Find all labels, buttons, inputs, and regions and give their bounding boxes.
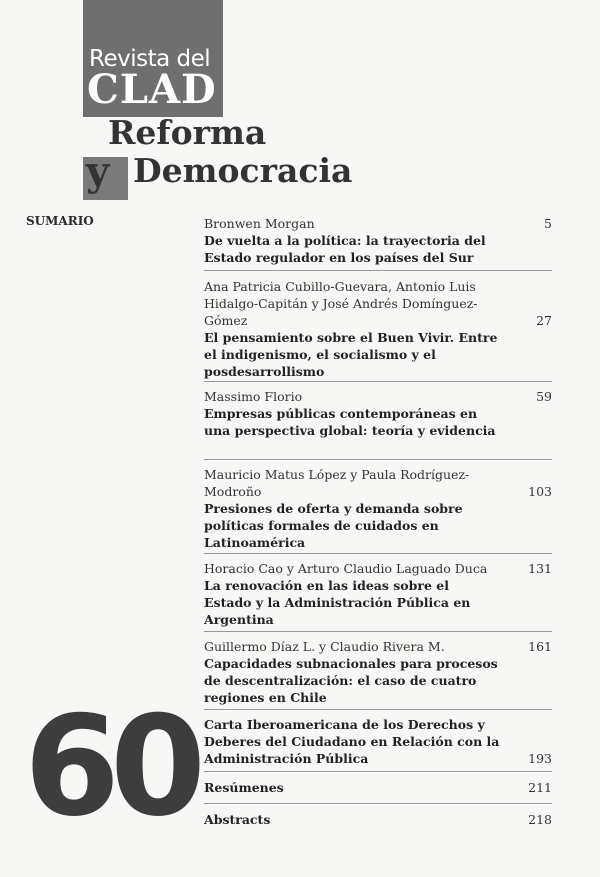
masthead-line1: Revista del (89, 46, 211, 72)
journal-title-democracia: Democracia (133, 151, 353, 190)
toc-entry (204, 466, 552, 551)
entry-title: Resúmenes (204, 780, 284, 795)
entry-author: Guillermo Díaz L. y Claudio Rivera M. (204, 639, 445, 654)
divider (204, 631, 552, 632)
entry-title: De vuelta a la política: la trayectoria del Estado regulador en los países del Sur (204, 233, 486, 265)
entry-author: Mauricio Matus López y Paula Rodríguez-Modroño (204, 467, 470, 499)
entry-title: Abstracts (204, 812, 271, 827)
divider (204, 709, 552, 710)
entry-title: Capacidades subnacionales para procesos de descentralización: el caso de cuatro regiones en Chile (204, 656, 498, 705)
entry-author: Horacio Cao y Arturo Claudio Laguado Duca (204, 561, 488, 576)
page-number: 27 (536, 313, 552, 328)
page-number: 131 (528, 561, 552, 576)
page-number: 5 (544, 216, 552, 231)
entry-title: El pensamiento sobre el Buen Vivir. Entre el indigenismo, el socialismo y el posdesarrollismo (204, 330, 498, 379)
page-number: 103 (528, 484, 552, 499)
entry-title: Presiones de oferta y demanda sobre políticas formales de cuidados en Latinoamérica (204, 501, 463, 550)
entry-author: Massimo Florio (204, 389, 303, 404)
divider (204, 381, 552, 382)
page-number: 193 (528, 751, 552, 766)
divider (204, 553, 552, 554)
entry-author: Bronwen Morgan (204, 216, 315, 231)
toc-entry (204, 215, 552, 266)
toc-entry (204, 278, 552, 380)
issue-number: 60 (24, 686, 197, 847)
divider (204, 270, 552, 271)
page-number: 161 (528, 639, 552, 654)
toc-entry (204, 811, 552, 828)
toc-entry (204, 388, 552, 439)
entry-title: Carta Iberoamericana de los Derechos y Deberes del Ciudadano en Relación con la Administración Pública (204, 717, 500, 766)
masthead-line2: CLAD (87, 66, 217, 113)
divider (204, 803, 552, 804)
toc-entry (204, 716, 552, 767)
journal-title-y: y (86, 148, 110, 195)
toc-entry (204, 779, 552, 796)
page-number: 59 (536, 389, 552, 404)
toc-entry (204, 638, 552, 706)
page-number: 218 (528, 812, 552, 827)
page-number: 211 (528, 780, 552, 795)
entry-title: La renovación en las ideas sobre el Estado y la Administración Pública en Argentina (204, 578, 471, 627)
entry-title: Empresas públicas contemporáneas en una perspectiva global: teoría y evidencia (204, 406, 496, 438)
divider (204, 459, 552, 460)
toc-entry (204, 560, 552, 628)
section-label: SUMARIO (26, 214, 94, 228)
entry-author: Ana Patricia Cubillo-Guevara, Antonio Luis Hidalgo-Capitán y José Andrés Domínguez-Gómez (204, 279, 478, 328)
journal-title-reforma: Reforma (108, 113, 267, 152)
divider (204, 771, 552, 772)
